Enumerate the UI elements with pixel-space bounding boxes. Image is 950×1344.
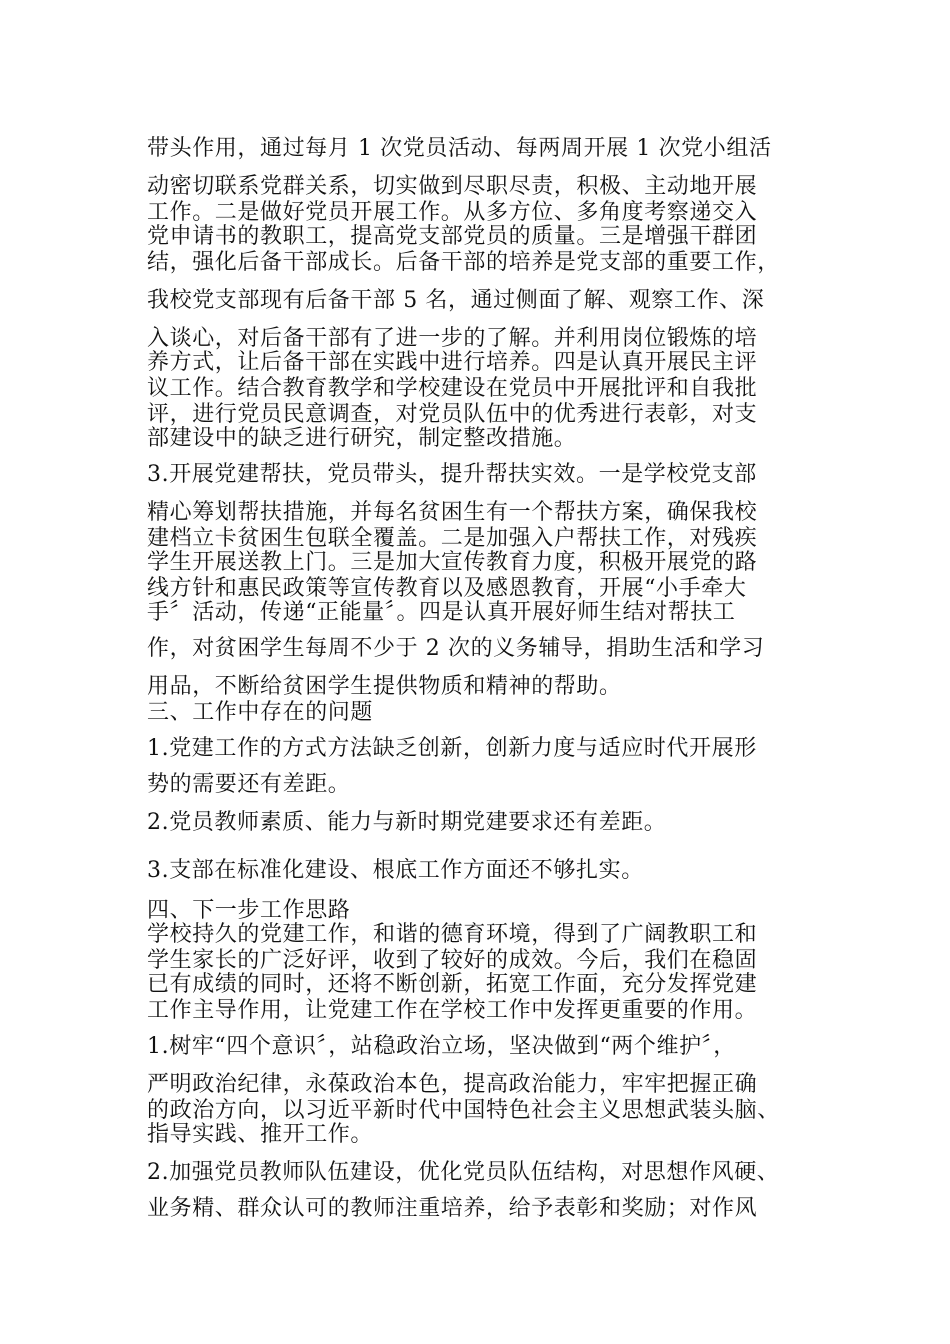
text-line: 作，对贫困学生每周不少于 2 次的义务辅导，捐助生活和学习 [147, 636, 765, 661]
text-line: 党申请书的教职工，提高党支部党员的质量。三是增强干群团 [147, 224, 758, 249]
text-line: 手〞活动，传递“正能量〞。四是认真开展好师生结对帮扶工 [147, 600, 736, 625]
text-line: 学校持久的党建工作，和谐的德育环境，得到了广阔教职工和 [147, 922, 758, 947]
text-line: 工作。二是做好党员开展工作。从多方位、多角度考察递交入 [147, 200, 758, 225]
text-line: 的政治方向，以习近平新时代中国特色社会主义思想武装头脑、 [147, 1098, 780, 1123]
text-line: 3.开展党建帮扶，党员带头，提升帮扶实效。一是学校党支部 [147, 462, 757, 487]
text-line: 业务精、群众认可的教师注重培养，给予表彰和奖励；对作风 [147, 1196, 758, 1221]
text-line: 2.党员教师素质、能力与新时期党建要求还有差距。 [147, 810, 667, 835]
text-line: 建档立卡贫困生包联全覆盖。二是加强入户帮扶工作，对残疾 [147, 526, 758, 551]
text-line: 3.支部在标准化建设、根底工作方面还不够扎实。 [147, 858, 644, 883]
section-heading: 四、下一步工作思路 [147, 898, 351, 923]
text-line: 势的需要还有差距。 [147, 772, 351, 797]
text-line: 部建设中的缺乏进行研究，制定整改措施。 [147, 426, 577, 451]
text-line: 线方针和惠民政策等宣传教育以及感恩教育，开展“小手牵大 [147, 576, 747, 601]
text-line: 用品，不断给贫困学生提供物质和精神的帮助。 [147, 674, 622, 699]
text-line: 带头作用，通过每月 1 次党员活动、每两周开展 1 次党小组活 [147, 136, 772, 161]
text-line: 已有成绩的同时，还将不断创新，拓宽工作面，充分发挥党建 [147, 972, 758, 997]
text-line: 工作主导作用，让党建工作在学校工作中发挥更重要的作用。 [147, 998, 758, 1023]
text-line: 精心筹划帮扶措施，并每名贫困生有一个帮扶方案，确保我校 [147, 500, 758, 525]
section-heading: 三、工作中存在的问题 [147, 700, 374, 725]
text-line: 学生开展送教上门。三是加大宣传教育力度，积极开展党的路 [147, 550, 758, 575]
text-line: 结，强化后备干部成长。后备干部的培养是党支部的重要工作， [147, 250, 780, 275]
text-line: 动密切联系党群关系，切实做到尽职尽责，积极、主动地开展 [147, 174, 758, 199]
text-line: 2.加强党员教师队伍建设，优化党员队伍结构，对思想作风硬、 [147, 1160, 780, 1185]
text-line: 学生家长的广泛好评，收到了较好的成效。今后，我们在稳固 [147, 948, 758, 973]
text-line: 1.党建工作的方式方法缺乏创新，创新力度与适应时代开展形 [147, 736, 757, 761]
text-line: 1.树牢“四个意识〞，站稳政治立场，坚决做到“两个维护〞， [147, 1034, 736, 1059]
text-line: 严明政治纪律，永葆政治本色，提高政治能力，牢牢把握正确 [147, 1072, 758, 1097]
text-line: 评，进行党员民意调查，对党员队伍中的优秀进行表彰，对支 [147, 402, 758, 427]
text-line: 指导实践、推开工作。 [147, 1122, 374, 1147]
text-line: 养方式，让后备干部在实践中进行培养。四是认真开展民主评 [147, 350, 758, 375]
text-line: 我校党支部现有后备干部 5 名，通过侧面了解、观察工作、深 [147, 288, 765, 313]
text-line: 议工作。结合教育教学和学校建设在党员中开展批评和自我批 [147, 376, 758, 401]
text-line: 入谈心，对后备干部有了进一步的了解。并利用岗位锻炼的培 [147, 326, 758, 351]
